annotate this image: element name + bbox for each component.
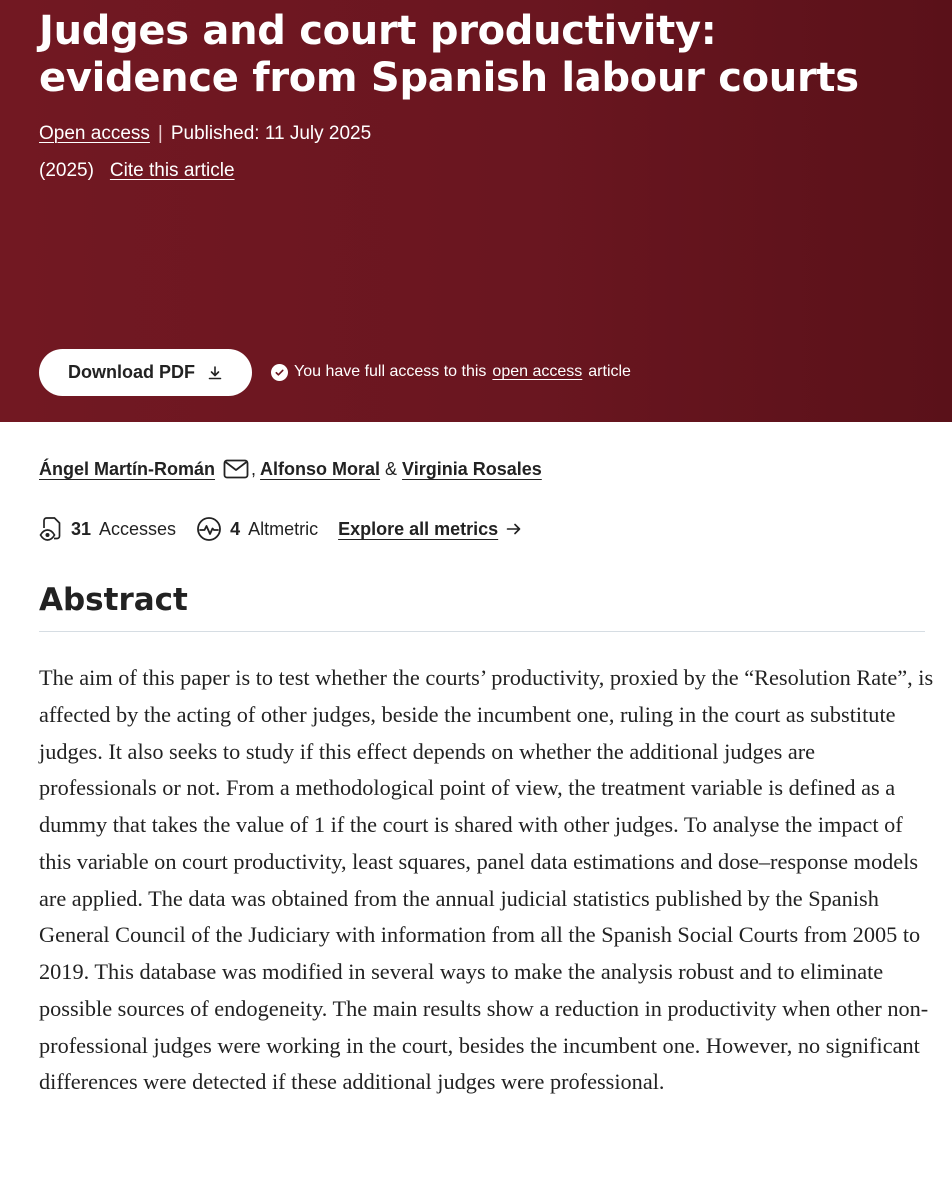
article-title: Judges and court productivity: evidence from Spanish labour courts (39, 8, 859, 101)
arrow-right-icon (506, 522, 522, 536)
access-prefix: You have full access to this (294, 363, 487, 380)
download-pdf-label: Download PDF (68, 362, 195, 382)
explore-metrics-label: Explore all metrics (338, 518, 499, 539)
open-access-link[interactable]: Open access (39, 123, 150, 144)
eye-document-icon (39, 516, 63, 542)
access-status (271, 360, 631, 384)
author-list (39, 456, 542, 482)
article-header (0, 0, 952, 422)
altmetric-label: Altmetric (248, 518, 319, 539)
download-pdf-button[interactable] (39, 349, 252, 396)
author-separator: & (385, 459, 398, 479)
section-divider (39, 631, 925, 632)
author-link[interactable]: Alfonso Moral (260, 459, 381, 479)
article-metrics (39, 515, 522, 543)
access-suffix: article (588, 363, 631, 380)
accesses-count: 31 (71, 518, 92, 539)
check-circle-icon (271, 364, 288, 381)
altmetric-count: 4 (230, 518, 241, 539)
altmetric-metric (196, 516, 318, 542)
explore-metrics-link[interactable] (338, 519, 522, 540)
open-access-info-link[interactable]: open access (492, 363, 583, 380)
published-date: Published: 11 July 2025 (170, 123, 372, 144)
cite-article-link[interactable]: Cite this article (109, 160, 235, 181)
email-icon[interactable] (223, 459, 249, 479)
meta-separator: | (157, 123, 163, 144)
download-icon (207, 365, 223, 381)
article-citation-row (39, 159, 235, 183)
abstract-heading: Abstract (39, 582, 188, 618)
article-year: (2025) (39, 160, 94, 181)
author-link[interactable]: Virginia Rosales (402, 459, 542, 479)
abstract-text: The aim of this paper is to test whether the courts’ productivity, proxied by the “Resolution Rate”, is affected by the acting of other judges, beside the incumbent one, ruling in the court as substitute judges. It also seeks to study if this effect depends on whether the additional judges are professionals or not. From a methodological point of view, the treatment variable is defined as a dummy that takes the value of 1 if the court is shared with other judges. To analyse the impact of this variable on court productivity, least squares, panel data estimations and dose–response models are applied. The data was obtained from the annual judicial statistics published by the Spanish General Council of the Judiciary with information from all the Spanish Social Courts from 2005 to 2019. This database was modified in several ways to make the analysis robust and to eliminate possible sources of endogeneity. The main results show a reduction in productivity when other non-professional judges were working in the court, besides the incumbent one. However, no significant differences were detected if these additional judges were professional. (39, 665, 934, 1095)
accesses-metric (39, 516, 176, 542)
author-link[interactable]: Ángel Martín-Román (39, 459, 216, 479)
article-meta (39, 122, 371, 146)
author-separator: , (251, 459, 257, 479)
accesses-label: Accesses (99, 518, 177, 539)
altmetric-icon (196, 516, 222, 542)
